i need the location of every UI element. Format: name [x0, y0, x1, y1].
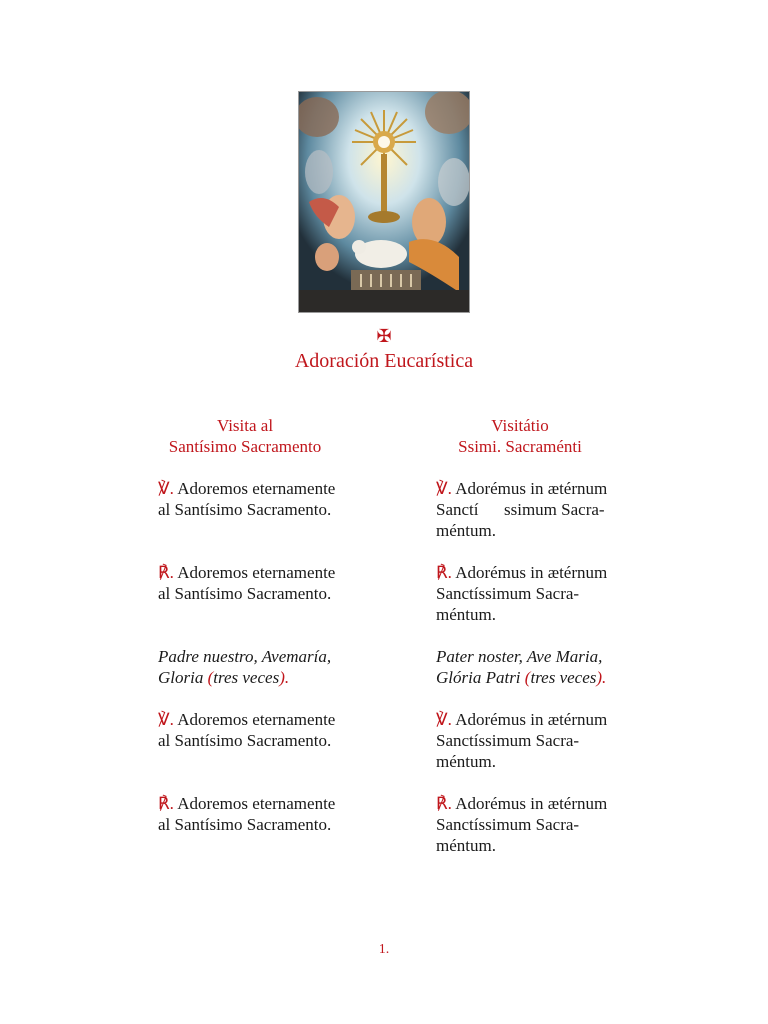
spanish-response-2	[158, 793, 388, 835]
rubric-paren: ).	[596, 668, 607, 687]
response-text: Sanctíssimum Sacra-	[436, 815, 580, 834]
versicle-text: Adorémus in ætérnum	[451, 710, 608, 729]
versicle-symbol: ℣.	[158, 710, 174, 729]
spanish-heading-line2: Santísimo Sacramento	[168, 437, 322, 456]
latin-response-2	[436, 793, 666, 856]
spanish-versicle-1	[158, 478, 388, 520]
prayer-text: Gloria	[158, 668, 208, 687]
monstrance-image	[299, 92, 469, 312]
cross-icon: ✠	[376, 326, 392, 346]
latin-heading-line1: Visitátio	[491, 416, 549, 435]
latin-prayer-instruction	[436, 646, 666, 688]
spanish-column-heading	[150, 415, 340, 457]
versicle-text: Adorémus in ætérnum	[451, 479, 608, 498]
response-text: Adoremos eternamente	[173, 794, 336, 813]
page-title: Adoración Eucarística	[294, 350, 474, 372]
spanish-response-1	[158, 562, 388, 604]
spanish-prayer-instruction	[158, 646, 388, 688]
spanish-versicle-2	[158, 709, 388, 751]
prayer-text: Glória Patri	[436, 668, 525, 687]
versicle-text: Sanctí ssimum Sacra-	[436, 500, 605, 519]
rubric-times: tres veces	[213, 668, 280, 687]
versicle-symbol: ℣.	[436, 479, 452, 498]
versicle-text: Adoremos eternamente	[173, 479, 336, 498]
monstrance-painting	[298, 91, 470, 313]
latin-column-heading	[420, 415, 620, 457]
response-text: Sanctíssimum Sacra-	[436, 584, 580, 603]
response-symbol: ℟.	[436, 794, 452, 813]
latin-heading-line2: Ssimi. Sacraménti	[458, 437, 582, 456]
latin-versicle-2	[436, 709, 666, 772]
versicle-text: méntum.	[436, 521, 496, 540]
versicle-text: al Santísimo Sacramento.	[158, 500, 332, 519]
spanish-heading-line1: Visita al	[216, 416, 274, 435]
latin-response-1	[436, 562, 666, 625]
response-text: Adorémus in ætérnum	[451, 794, 608, 813]
response-symbol: ℟.	[158, 563, 174, 582]
versicle-symbol: ℣.	[158, 479, 174, 498]
page-number: 1.	[378, 942, 390, 957]
versicle-text: méntum.	[436, 752, 496, 771]
response-text: méntum.	[436, 605, 496, 624]
response-symbol: ℟.	[436, 563, 452, 582]
response-text: al Santísimo Sacramento.	[158, 584, 332, 603]
versicle-text: Adoremos eternamente	[173, 710, 336, 729]
rubric-paren: (	[207, 668, 214, 687]
response-text: méntum.	[436, 836, 496, 855]
versicle-symbol: ℣.	[436, 710, 452, 729]
versicle-text: al Santísimo Sacramento.	[158, 731, 332, 750]
response-text: Adoremos eternamente	[173, 563, 336, 582]
prayer-text: Pater noster, Ave Maria,	[436, 647, 603, 666]
rubric-times: tres veces	[530, 668, 597, 687]
rubric-paren: ).	[279, 668, 290, 687]
response-symbol: ℟.	[158, 794, 174, 813]
versicle-text: Sanctíssimum Sacra-	[436, 731, 580, 750]
response-text: al Santísimo Sacramento.	[158, 815, 332, 834]
response-text: Adorémus in ætérnum	[451, 563, 608, 582]
latin-versicle-1	[436, 478, 666, 541]
rubric-paren: (	[524, 668, 531, 687]
prayer-text: Padre nuestro, Avemaría,	[158, 647, 332, 666]
